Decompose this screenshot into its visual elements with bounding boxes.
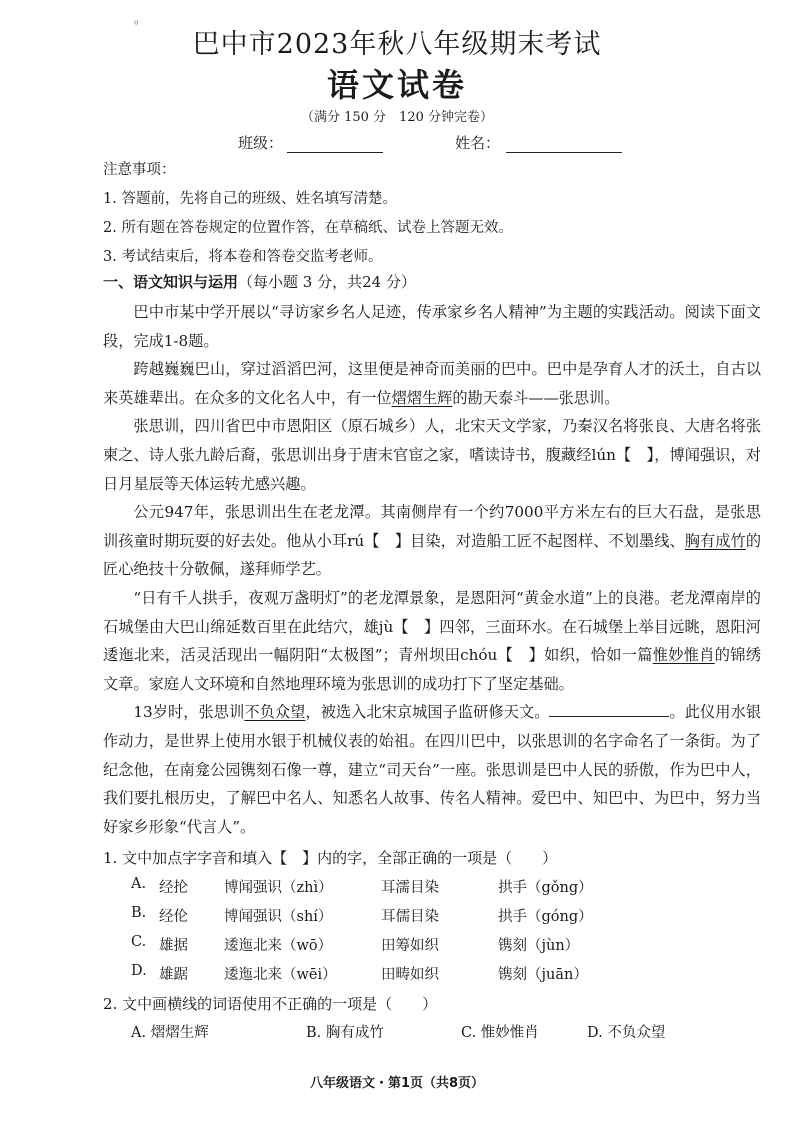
passage-paragraph: 张思训，四川省巴中市恩阳区（原石城乡）人，北宋天文学家，乃秦汉名将张良、大唐名将张柬之、诗人张九龄后裔，张思训出身于唐末官宦之家，嗜读诗书，腹藏经lún【 】，博闻强识，对日月星辰等天体运转尤感兴趣。 — [103, 417, 761, 493]
exam-title: 巴中市2023年秋八年级期末考试 — [192, 29, 602, 60]
option-term: 雄踞 — [159, 967, 188, 983]
option-term: 镌刻（juān） — [498, 967, 588, 983]
underlined-phrase: 不负众望 — [244, 703, 306, 722]
note-item: 2. 所有题在答卷规定的位置作答，在草稿纸、试卷上答题无效。 — [103, 220, 513, 236]
underlined-phrase: 胸有成竹 — [684, 531, 746, 550]
corner-mark: 。 — [134, 12, 147, 26]
section-score: （每小题 3 分，共24 分） — [238, 273, 416, 291]
option-term: 经伦 — [159, 909, 188, 925]
passage-paragraph — [103, 698, 761, 841]
q2-option-c[interactable]: C. 惟妙惟肖 — [461, 1025, 539, 1041]
reading-passage — [103, 298, 761, 841]
section-heading — [103, 271, 416, 292]
option-term: 拱手（gǒng） — [498, 880, 593, 896]
class-label: 班级： — [238, 134, 284, 152]
passage-intro: 巴中市某中学开展以“寻访家乡名人足迹，传承家乡名人精神”为主题的实践活动。阅读下面文段，完成1-8题。 — [103, 303, 761, 350]
q2-option-d[interactable]: D. 不负众望 — [587, 1025, 666, 1041]
notes-block — [103, 156, 513, 272]
note-item: 1. 答题前，先将自己的班级、姓名填写清楚。 — [103, 191, 397, 207]
option-term: 拱手（góng） — [498, 909, 593, 925]
option-term: 耳濡目染 — [381, 880, 439, 896]
text-run: 的锦绣文章。家庭人文环境和自然地理环境为张思训的成功打下了坚定基础。 — [103, 646, 762, 693]
text-run: 公元947年，张思训出生在老龙潭。其南侧岸有一个约7000平方米左右的巨大石盘，是张思训孩童时期玩耍的好去处。他从小耳rú【 】目染，对造船工匠不起图样、不划墨线、 — [103, 503, 761, 550]
passage-paragraph — [103, 355, 761, 412]
student-info-line — [238, 132, 622, 153]
q2-option-b[interactable]: B. 胸有成竹 — [306, 1025, 384, 1041]
text-run: 跨越巍巍巴山，穿过滔滔巴河，这里便是神奇而美丽的巴中。巴中是孕育人才的沃土，自古以来英雄辈出。在众多的文化名人中，有一位 — [103, 360, 761, 407]
passage-paragraph — [103, 498, 761, 584]
section-title: 一、语文知识与运用 — [103, 273, 239, 291]
passage-paragraph — [103, 584, 761, 698]
text-run: ，被选入北宋京城国子监研修天文。 — [305, 703, 550, 722]
option-term: 博闻强识（zhì） — [224, 880, 333, 896]
option-term: 博闻强识（shí） — [224, 909, 333, 925]
answer-blank[interactable] — [549, 702, 669, 717]
question-1-stem: 1. 文中加点字字音和填入【 】内的字，全部正确的一项是（ ） — [103, 849, 558, 867]
underlined-phrase: 熠熠生辉 — [391, 388, 453, 407]
text-run: 的勘天泰斗——张思训。 — [452, 388, 620, 407]
option-term: 经抡 — [159, 880, 188, 896]
note-item: 3. 考试结束后，将本卷和答卷交监考老师。 — [103, 249, 383, 265]
option-term: 田筹如织 — [381, 938, 439, 954]
option-term: 雄据 — [159, 938, 188, 954]
text-run: 。此仪用水银作动力，是世界上使用水银于机械仪表的始祖。在四川巴中，以张思训的名字命名了一条街。为了纪念他，在南龛公园镌刻石像一尊，建立“司天台”一座。张思训是巴中人民的骄傲，作为巴中人，我们要扎根历史，了解巴中名人、知悉名人故事、传名人精神。爱巴中、知巴中、为巴中，努力当好家乡形象“代言人”。 — [103, 703, 762, 836]
question-2-stem: 2. 文中画横线的词语使用不正确的一项是（ ） — [103, 995, 438, 1013]
option-letter: D. — [131, 963, 147, 979]
text-run: “日有千人拱手，夜观万盏明灯”的老龙潭景象，是恩阳河“黄金水道”上的良港。老龙潭南岸的石城堡由大巴山绵延数百里在此结穴，雄jù【 】四邻，三面环水。在石城堡上举目远眺，恩阳河逶迤北来，活灵活现出一幅阴阳“太极图”；青州坝田chóu【 】如织，恰如一篇 — [103, 588, 761, 665]
name-blank[interactable] — [506, 138, 622, 153]
underlined-phrase: 惟妙惟肖 — [652, 646, 715, 665]
q2-option-a[interactable]: A. 熠熠生辉 — [131, 1025, 209, 1041]
option-term: 逶迤北来（wēi） — [224, 967, 337, 983]
option-term: 田畴如织 — [381, 967, 439, 983]
option-letter: B. — [131, 905, 147, 921]
option-term: 镌刻（jùn） — [498, 938, 580, 954]
exam-subject: 语文试卷 — [326, 66, 467, 104]
text-run: 的匠心绝技十分敬佩，遂拜师学艺。 — [103, 531, 761, 579]
class-blank[interactable] — [287, 138, 383, 153]
page-footer: 八年级语文・第1页（共8页） — [309, 1076, 485, 1091]
option-letter: C. — [131, 934, 147, 950]
option-letter: A. — [131, 876, 147, 892]
notes-heading: 注意事项： — [103, 162, 176, 178]
option-term: 耳儒目染 — [381, 909, 439, 925]
exam-subtitle: （满分 150 分 120 分钟完卷） — [300, 110, 494, 125]
name-label: 姓名： — [455, 134, 501, 152]
text-run: 13岁时，张思训 — [133, 703, 245, 722]
option-term: 逶迤北来（wō） — [224, 938, 333, 954]
